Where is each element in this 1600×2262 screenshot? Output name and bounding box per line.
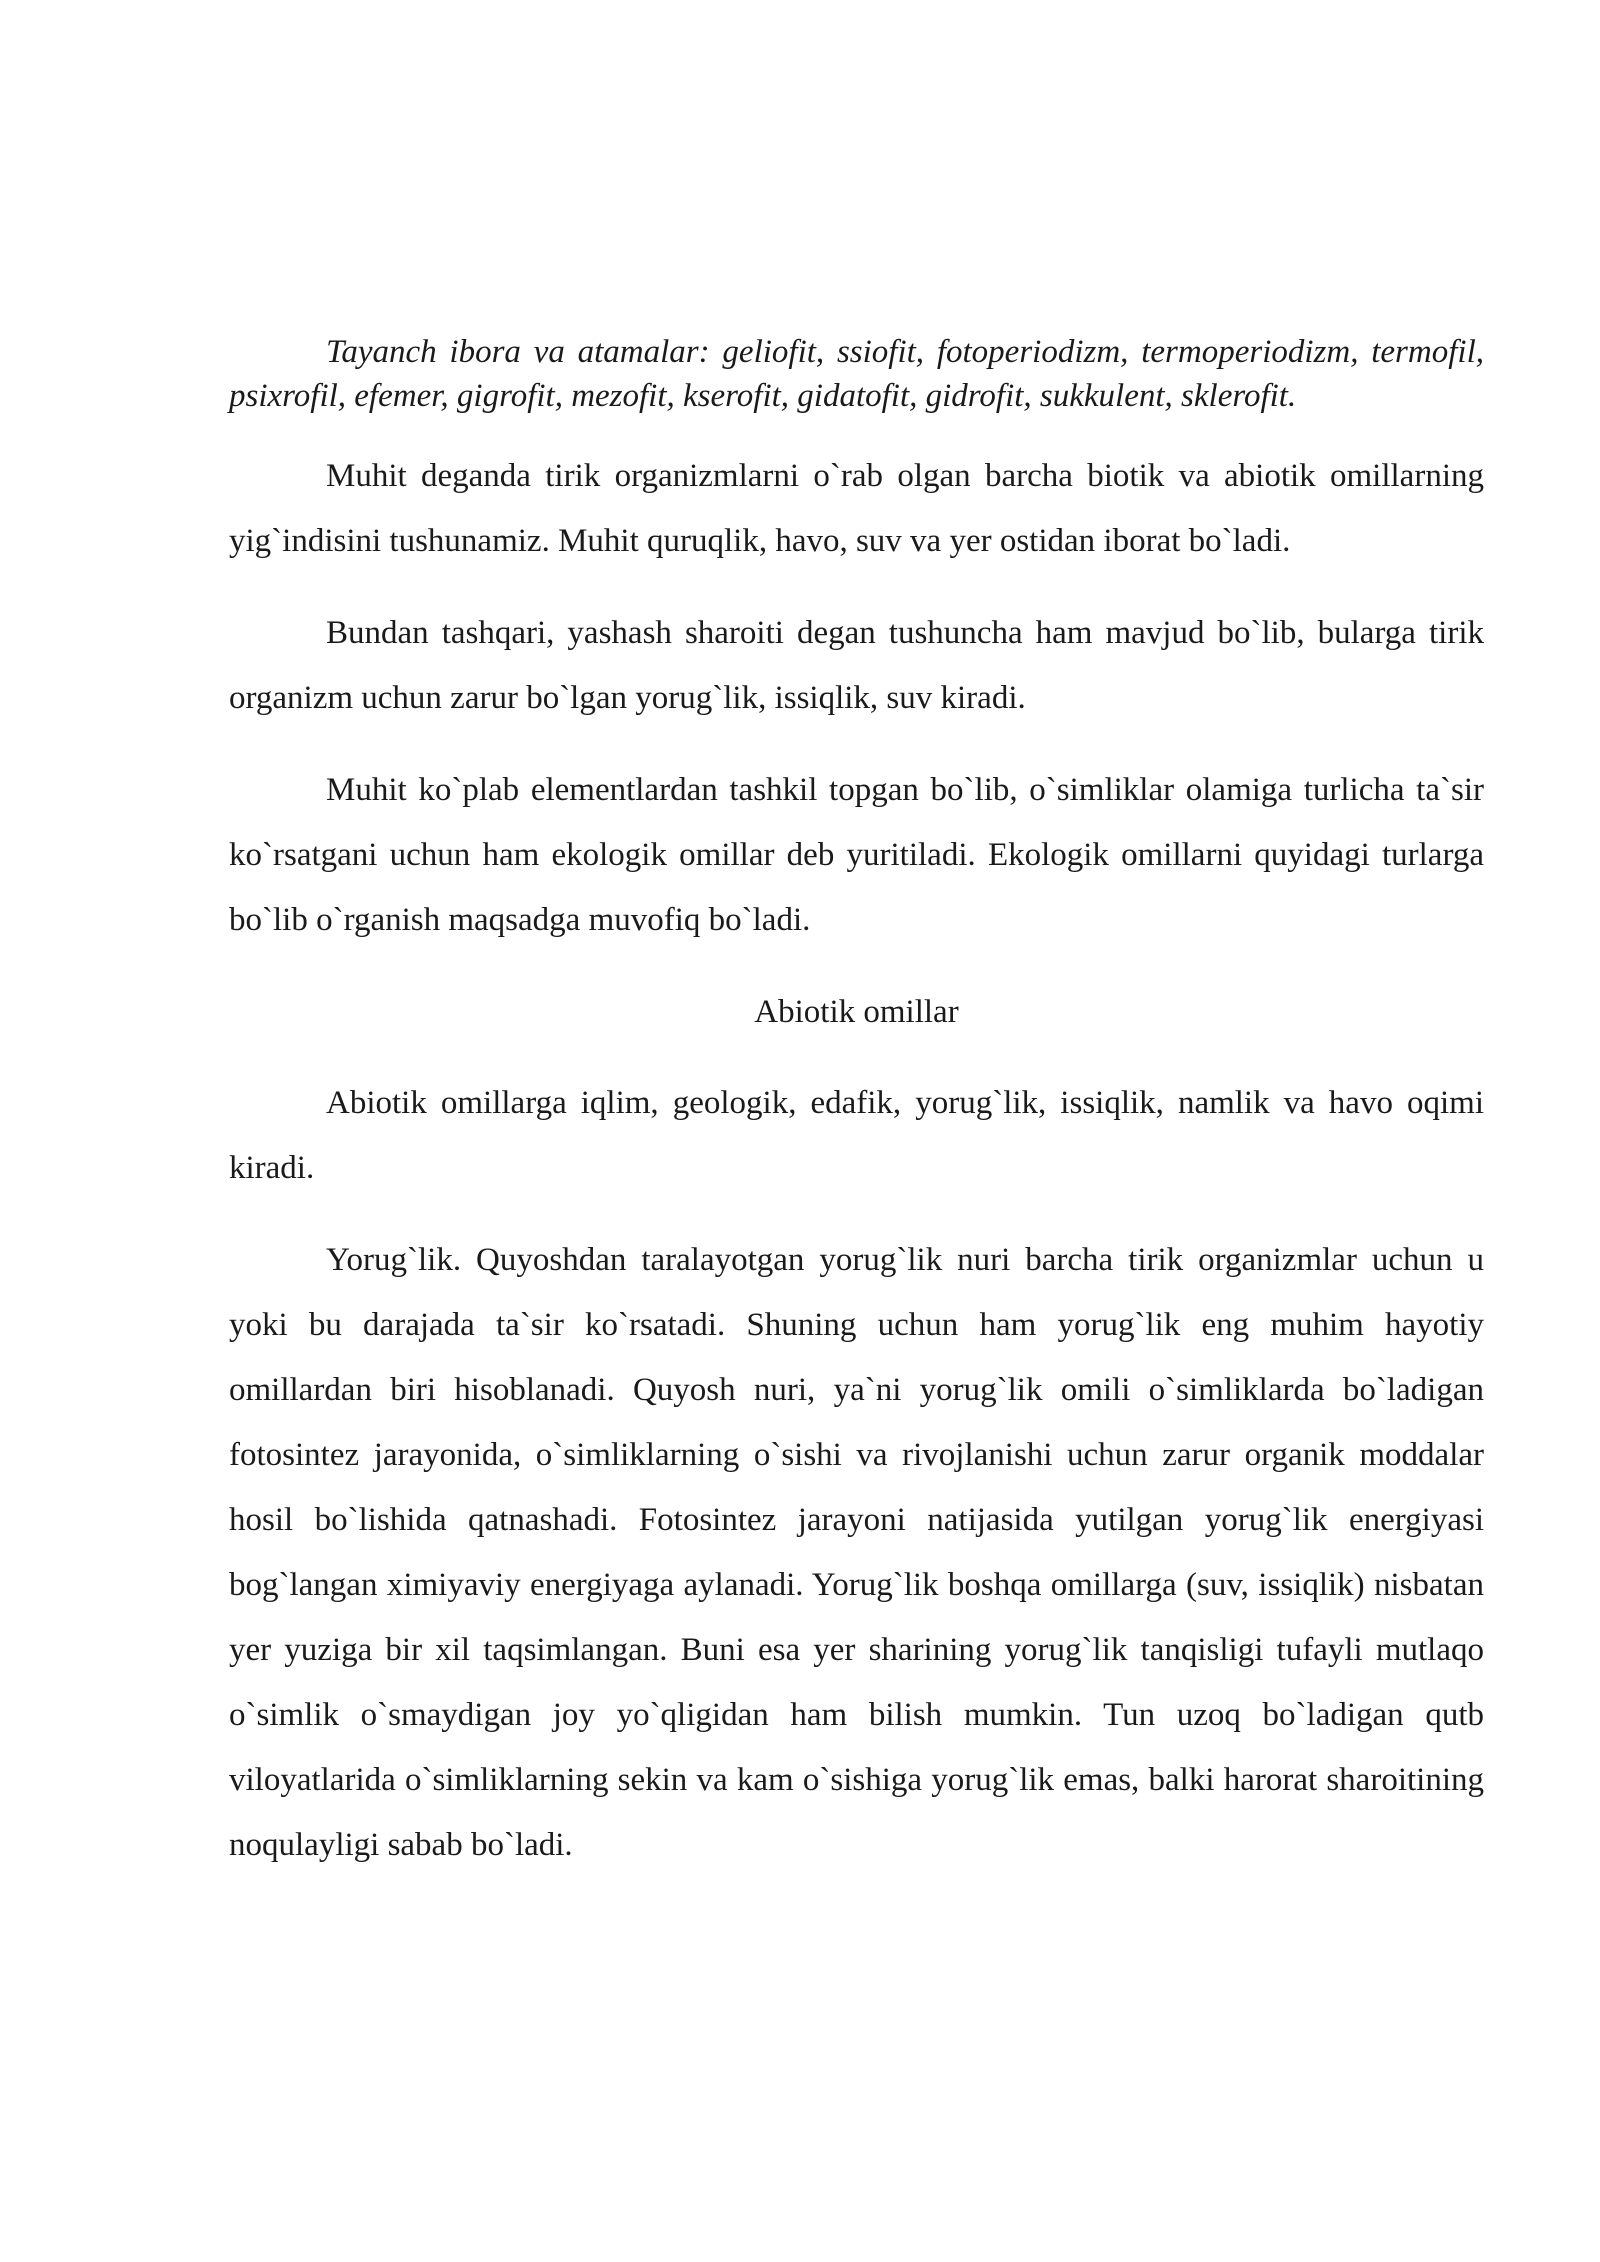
section-heading: Abiotik omillar: [754, 994, 959, 1030]
document-page: [229, 330, 1484, 1905]
keywords-paragraph: Tayanch ibora va atamalar: geliofit, ssiofit, fotoperiodizm, termoperiodizm, termofil, psixrofil, efemer, gigrofit, mezofit, kserofit, gidatofit, gidrofit, sukkulent, sklerofit.: [229, 334, 1484, 414]
paragraph-environment-definition: Muhit deganda tirik organizmlarni o`rab olgan barcha biotik va abiotik omillarning yig`indisini tushunamiz. Muhit quruqlik, havo, suv va yer ostidan iborat bo`ladi.: [229, 458, 1484, 559]
paragraph-living-conditions: Bundan tashqari, yashash sharoiti degan tushuncha ham mavjud bo`lib, bularga tirik organizm uchun zarur bo`lgan yorug`lik, issiqlik, suv kiradi.: [229, 615, 1484, 716]
paragraph-abiotic-factors: Abiotik omillarga iqlim, geologik, edafik, yorug`lik, issiqlik, namlik va havo oqimi kiradi.: [229, 1085, 1484, 1186]
paragraph-light: Yorug`lik. Quyoshdan taralayotgan yorug`lik nuri barcha tirik organizmlar uchun u yoki bu darajada ta`sir ko`rsatadi. Shuning uchun ham yorug`lik eng muhim hayotiy omillardan biri hisoblanadi. Quyosh nuri, ya`ni yorug`lik omili o`simliklarda bo`ladigan fotosintez jarayonida, o`simliklarning o`sishi va rivojlanishi uchun zarur organik moddalar hosil bo`lishida qatnashadi. Fotosintez jarayoni natijasida yutilgan yorug`lik energiyasi bog`langan ximiyaviy energiyaga aylanadi. Yorug`lik boshqa omillarga (suv, issiqlik) nisbatan yer yuziga bir xil taqsimlangan. Buni esa yer sharining yorug`lik tanqisligi tufayli mutlaqo o`simlik o`smaydigan joy yo`qligidan ham bilish mumkin. Tun uzoq bo`ladigan qutb viloyatlarida o`simliklarning sekin va kam o`sishiga yorug`lik emas, balki harorat sharoitining noqulayligi sabab bo`ladi.: [229, 1242, 1484, 1863]
paragraph-ecological-factors: Muhit ko`plab elementlardan tashkil topgan bo`lib, o`simliklar olamiga turlicha ta`sir ko`rsatgani uchun ham ekologik omillar deb yuritiladi. Ekologik omillarni quyidagi turlarga bo`lib o`rganish maqsadga muvofiq bo`ladi.: [229, 772, 1484, 938]
